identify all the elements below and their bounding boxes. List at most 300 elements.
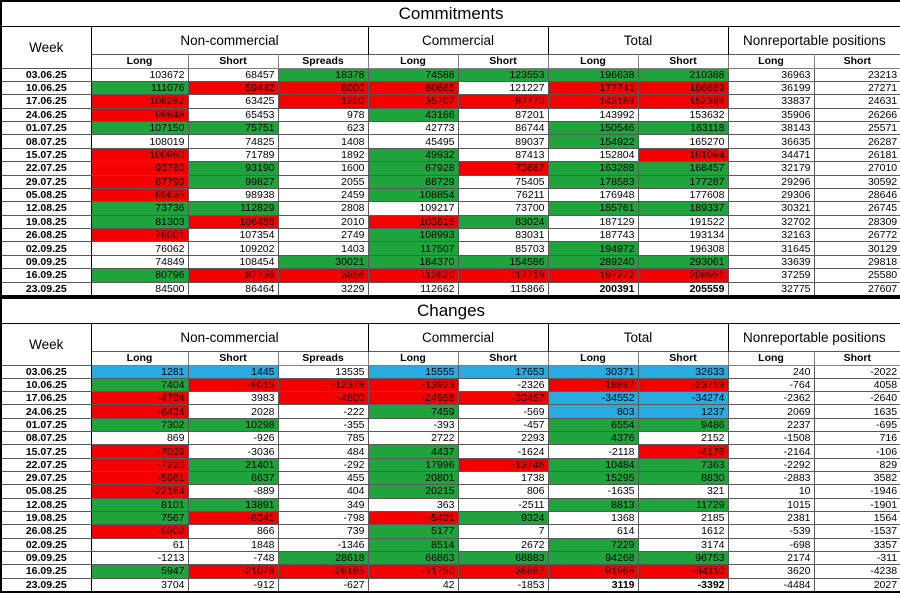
value-cell: 5947: [91, 565, 188, 578]
value-cell: 739: [278, 525, 368, 538]
col-nc-long: Long: [91, 54, 188, 68]
col-nc-short: Short: [188, 54, 278, 68]
value-cell: 93190: [188, 162, 278, 175]
week-cell: 17.06.25: [1, 95, 91, 108]
value-cell: 829: [814, 458, 900, 471]
value-cell: 178583: [548, 175, 638, 188]
value-cell: 9324: [458, 511, 548, 524]
value-cell: -4800: [278, 392, 368, 405]
value-cell: 806: [458, 485, 548, 498]
value-cell: -926: [188, 432, 278, 445]
value-cell: 866: [188, 525, 278, 538]
table-row: [1, 525, 900, 538]
value-cell: -311: [814, 551, 900, 564]
value-cell: -106: [814, 445, 900, 458]
value-cell: 66863: [368, 551, 458, 564]
value-cell: 1015: [728, 498, 814, 511]
table-row: [1, 229, 900, 242]
value-cell: -34274: [638, 392, 728, 405]
value-cell: -457: [458, 418, 548, 431]
group-header-row: [1, 26, 900, 54]
value-cell: -539: [728, 525, 814, 538]
table-row: [1, 215, 900, 228]
value-cell: 32702: [728, 215, 814, 228]
value-cell: 2055: [278, 175, 368, 188]
value-cell: -889: [188, 485, 278, 498]
value-cell: 98938: [188, 188, 278, 201]
week-cell: 23.09.25: [1, 282, 91, 296]
value-cell: 2185: [638, 511, 728, 524]
value-cell: 65453: [188, 108, 278, 121]
value-cell: 10298: [188, 418, 278, 431]
value-cell: 2152: [638, 432, 728, 445]
value-cell: 61: [91, 538, 188, 551]
commitments-body: [1, 68, 900, 296]
value-cell: 785: [278, 432, 368, 445]
value-cell: 89037: [458, 135, 548, 148]
week-cell: 24.06.25: [1, 405, 91, 418]
value-cell: 20801: [368, 472, 458, 485]
value-cell: 115866: [458, 282, 548, 296]
value-cell: 8830: [638, 472, 728, 485]
value-cell: -1213: [91, 551, 188, 564]
value-cell: -2022: [814, 365, 900, 378]
week-header: Week: [1, 26, 91, 68]
value-cell: -24958: [368, 392, 458, 405]
value-cell: 3119: [548, 578, 638, 592]
value-cell: 42773: [368, 122, 458, 135]
week-cell: 22.07.25: [1, 162, 91, 175]
value-cell: 11729: [638, 498, 728, 511]
value-cell: 73700: [458, 202, 548, 215]
table-row: [1, 418, 900, 431]
value-cell: 3983: [188, 392, 278, 405]
value-cell: -5961: [91, 472, 188, 485]
group-non-commercial: Non-commercial: [91, 323, 368, 351]
value-cell: 293061: [638, 255, 728, 268]
value-cell: -748: [188, 551, 278, 564]
table-row: [1, 405, 900, 418]
value-cell: 2808: [278, 202, 368, 215]
value-cell: 7229: [548, 538, 638, 551]
value-cell: 87413: [458, 148, 548, 161]
commitments-title-row: [1, 1, 900, 26]
value-cell: 153632: [638, 108, 728, 121]
value-cell: 73736: [91, 202, 188, 215]
value-cell: 196638: [548, 68, 638, 81]
value-cell: 803: [548, 405, 638, 418]
value-cell: 109217: [368, 202, 458, 215]
group-commercial: Commercial: [368, 323, 548, 351]
value-cell: 30321: [728, 202, 814, 215]
value-cell: 87799: [91, 175, 188, 188]
value-cell: 5177: [368, 525, 458, 538]
value-cell: -18897: [548, 378, 638, 391]
value-cell: -2362: [728, 392, 814, 405]
value-cell: 6000: [278, 81, 368, 94]
table-title: Commitments: [1, 1, 900, 26]
value-cell: 75405: [458, 175, 548, 188]
week-cell: 29.07.25: [1, 472, 91, 485]
value-cell: 3357: [814, 538, 900, 551]
table-row: [1, 538, 900, 551]
week-cell: 24.06.25: [1, 108, 91, 121]
value-cell: 3704: [91, 578, 188, 592]
col-nr-long: Long: [728, 351, 814, 365]
group-nonreportable: Nonreportable positions: [728, 26, 900, 54]
value-cell: 32179: [728, 162, 814, 175]
value-cell: 35906: [728, 108, 814, 121]
col-c-long: Long: [368, 351, 458, 365]
value-cell: 32775: [728, 282, 814, 296]
value-cell: 1200: [278, 95, 368, 108]
col-t-long: Long: [548, 351, 638, 365]
value-cell: 152395: [638, 95, 728, 108]
value-cell: 8813: [548, 498, 638, 511]
changes-table: [0, 297, 900, 593]
col-nc-short: Short: [188, 351, 278, 365]
col-nc-spreads: Spreads: [278, 351, 368, 365]
value-cell: 187743: [548, 229, 638, 242]
value-cell: 123553: [458, 68, 548, 81]
value-cell: -2883: [728, 472, 814, 485]
value-cell: 1281: [91, 365, 188, 378]
week-cell: 22.07.25: [1, 458, 91, 471]
value-cell: -2640: [814, 392, 900, 405]
value-cell: 349: [278, 498, 368, 511]
value-cell: 484: [278, 445, 368, 458]
value-cell: 28646: [814, 188, 900, 201]
value-cell: 15555: [368, 365, 458, 378]
table-row: [1, 282, 900, 296]
value-cell: 7404: [91, 378, 188, 391]
value-cell: 80796: [91, 269, 188, 282]
value-cell: 143992: [548, 108, 638, 121]
value-cell: 3620: [728, 565, 814, 578]
week-cell: 16.09.25: [1, 269, 91, 282]
value-cell: -7039: [91, 445, 188, 458]
value-cell: -1537: [814, 525, 900, 538]
value-cell: 184370: [368, 255, 458, 268]
table-row: [1, 188, 900, 201]
value-cell: 187129: [548, 215, 638, 228]
table-row: [1, 81, 900, 94]
value-cell: -627: [278, 578, 368, 592]
value-cell: -23719: [638, 378, 728, 391]
value-cell: 7459: [368, 405, 458, 418]
value-cell: 200391: [548, 282, 638, 296]
week-cell: 29.07.25: [1, 175, 91, 188]
value-cell: 108454: [188, 255, 278, 268]
value-cell: 35707: [368, 95, 458, 108]
col-t-long: Long: [548, 54, 638, 68]
table-row: [1, 432, 900, 445]
value-cell: 25571: [814, 122, 900, 135]
value-cell: -2292: [728, 458, 814, 471]
value-cell: 623: [278, 122, 368, 135]
value-cell: 38143: [728, 122, 814, 135]
value-cell: -698: [728, 538, 814, 551]
value-cell: 75751: [188, 122, 278, 135]
value-cell: 59442: [188, 81, 278, 94]
value-cell: 23213: [814, 68, 900, 81]
value-cell: 1635: [814, 405, 900, 418]
value-cell: 20215: [368, 485, 458, 498]
value-cell: -3036: [188, 445, 278, 458]
col-nr-short: Short: [814, 54, 900, 68]
value-cell: 33837: [728, 95, 814, 108]
value-cell: 117719: [458, 269, 548, 282]
value-cell: 154586: [458, 255, 548, 268]
value-cell: 74588: [368, 68, 458, 81]
value-cell: 43166: [368, 108, 458, 121]
value-cell: 208951: [638, 269, 728, 282]
value-cell: 186669: [638, 81, 728, 94]
value-cell: 150546: [548, 122, 638, 135]
value-cell: 3856: [278, 269, 368, 282]
value-cell: 177287: [638, 175, 728, 188]
value-cell: 26266: [814, 108, 900, 121]
value-cell: 88729: [368, 175, 458, 188]
value-cell: 32633: [638, 365, 728, 378]
value-cell: 112662: [368, 282, 458, 296]
table-row: [1, 378, 900, 391]
col-nc-long: Long: [91, 351, 188, 365]
value-cell: -1946: [814, 485, 900, 498]
value-cell: 15295: [548, 472, 638, 485]
value-cell: 83031: [458, 229, 548, 242]
value-cell: 84500: [91, 282, 188, 296]
value-cell: 34471: [728, 148, 814, 161]
value-cell: 1600: [278, 162, 368, 175]
value-cell: 86744: [458, 122, 548, 135]
value-cell: 30592: [814, 175, 900, 188]
value-cell: 29296: [728, 175, 814, 188]
value-cell: 8101: [91, 498, 188, 511]
col-nr-long: Long: [728, 54, 814, 68]
value-cell: -71750: [368, 565, 458, 578]
table-row: [1, 445, 900, 458]
value-cell: 36199: [728, 81, 814, 94]
value-cell: 74849: [91, 255, 188, 268]
week-cell: 19.08.25: [1, 215, 91, 228]
group-total: Total: [548, 26, 728, 54]
value-cell: 85703: [458, 242, 548, 255]
week-cell: 10.06.25: [1, 378, 91, 391]
value-cell: 289240: [548, 255, 638, 268]
value-cell: 71789: [188, 148, 278, 161]
group-header-row: [1, 323, 900, 351]
value-cell: 10: [728, 485, 814, 498]
table-row: [1, 202, 900, 215]
value-cell: 152804: [548, 148, 638, 161]
week-cell: 15.07.25: [1, 445, 91, 458]
value-cell: 1237: [638, 405, 728, 418]
value-cell: 32163: [728, 229, 814, 242]
week-cell: 08.07.25: [1, 432, 91, 445]
value-cell: 143189: [548, 95, 638, 108]
value-cell: 36963: [728, 68, 814, 81]
value-cell: -7220: [91, 458, 188, 471]
value-cell: 112620: [368, 269, 458, 282]
value-cell: 1738: [458, 472, 548, 485]
value-cell: 321: [638, 485, 728, 498]
table-title: Changes: [1, 298, 900, 323]
table-row: [1, 578, 900, 592]
value-cell: 26287: [814, 135, 900, 148]
value-cell: -2118: [548, 445, 638, 458]
value-cell: 6554: [548, 418, 638, 431]
value-cell: 2459: [278, 188, 368, 201]
value-cell: 74825: [188, 135, 278, 148]
week-cell: 26.08.25: [1, 525, 91, 538]
value-cell: 27010: [814, 162, 900, 175]
value-cell: -2326: [458, 378, 548, 391]
value-cell: 96753: [638, 551, 728, 564]
value-cell: 168457: [638, 162, 728, 175]
value-cell: 404: [278, 485, 368, 498]
value-cell: 111076: [91, 81, 188, 94]
value-cell: -4176: [638, 445, 728, 458]
value-cell: -1346: [278, 538, 368, 551]
value-cell: 3229: [278, 282, 368, 296]
value-cell: 2749: [278, 229, 368, 242]
value-cell: 107354: [188, 229, 278, 242]
group-nonreportable: Nonreportable positions: [728, 323, 900, 351]
table-row: [1, 68, 900, 81]
value-cell: 37259: [728, 269, 814, 282]
value-cell: 185761: [548, 202, 638, 215]
value-cell: 99827: [188, 175, 278, 188]
value-cell: 7363: [638, 458, 728, 471]
week-cell: 03.06.25: [1, 68, 91, 81]
value-cell: -9015: [188, 378, 278, 391]
week-cell: 12.08.25: [1, 202, 91, 215]
sub-header-row: [1, 351, 900, 365]
value-cell: 3174: [638, 538, 728, 551]
value-cell: 87201: [458, 108, 548, 121]
value-cell: 240: [728, 365, 814, 378]
value-cell: 30371: [548, 365, 638, 378]
value-cell: 28309: [814, 215, 900, 228]
table-row: [1, 148, 900, 161]
value-cell: -12378: [278, 378, 368, 391]
value-cell: 106488: [188, 215, 278, 228]
value-cell: -6434: [91, 405, 188, 418]
value-cell: 176948: [548, 188, 638, 201]
value-cell: -21078: [188, 565, 278, 578]
value-cell: 100980: [91, 148, 188, 161]
value-cell: 4058: [814, 378, 900, 391]
col-t-short: Short: [638, 351, 728, 365]
value-cell: 49932: [368, 148, 458, 161]
value-cell: 2237: [728, 418, 814, 431]
changes-body: [1, 365, 900, 592]
value-cell: 191522: [638, 215, 728, 228]
value-cell: 103816: [368, 215, 458, 228]
value-cell: 42: [368, 578, 458, 592]
value-cell: 93760: [91, 162, 188, 175]
table-row: [1, 392, 900, 405]
col-c-short: Short: [458, 351, 548, 365]
value-cell: 27607: [814, 282, 900, 296]
value-cell: 25580: [814, 269, 900, 282]
table-row: [1, 242, 900, 255]
value-cell: 614: [548, 525, 638, 538]
value-cell: 177608: [638, 188, 728, 201]
value-cell: 3582: [814, 472, 900, 485]
value-cell: 117507: [368, 242, 458, 255]
value-cell: 108854: [368, 188, 458, 201]
value-cell: 363: [368, 498, 458, 511]
value-cell: 27271: [814, 81, 900, 94]
value-cell: 94268: [548, 551, 638, 564]
value-cell: 205559: [638, 282, 728, 296]
week-cell: 19.08.25: [1, 511, 91, 524]
value-cell: 4437: [368, 445, 458, 458]
value-cell: 1368: [548, 511, 638, 524]
value-cell: 2722: [368, 432, 458, 445]
value-cell: 2069: [728, 405, 814, 418]
value-cell: 163118: [638, 122, 728, 135]
value-cell: 107150: [91, 122, 188, 135]
table-row: [1, 365, 900, 378]
value-cell: 103672: [91, 68, 188, 81]
value-cell: 24631: [814, 95, 900, 108]
col-c-short: Short: [458, 54, 548, 68]
week-cell: 16.09.25: [1, 565, 91, 578]
week-cell: 15.07.25: [1, 148, 91, 161]
value-cell: 112829: [188, 202, 278, 215]
value-cell: 81303: [91, 215, 188, 228]
value-cell: 210388: [638, 68, 728, 81]
value-cell: 76211: [458, 188, 548, 201]
value-cell: 108993: [368, 229, 458, 242]
week-cell: 05.08.25: [1, 188, 91, 201]
value-cell: -1901: [814, 498, 900, 511]
value-cell: -4238: [814, 565, 900, 578]
value-cell: 1403: [278, 242, 368, 255]
value-cell: 121227: [458, 81, 548, 94]
week-header: Week: [1, 323, 91, 365]
week-cell: 05.08.25: [1, 485, 91, 498]
value-cell: -3392: [638, 578, 728, 592]
group-total: Total: [548, 323, 728, 351]
value-cell: 30129: [814, 242, 900, 255]
value-cell: -33457: [458, 392, 548, 405]
value-cell: 193134: [638, 229, 728, 242]
value-cell: 36635: [728, 135, 814, 148]
table-row: [1, 122, 900, 135]
value-cell: 161094: [638, 148, 728, 161]
value-cell: 83024: [458, 215, 548, 228]
value-cell: 2027: [814, 578, 900, 592]
table-row: [1, 485, 900, 498]
value-cell: -13923: [368, 378, 458, 391]
value-cell: 177741: [548, 81, 638, 94]
value-cell: 455: [278, 472, 368, 485]
value-cell: 18378: [278, 68, 368, 81]
value-cell: 1612: [638, 525, 728, 538]
value-cell: 6637: [188, 472, 278, 485]
value-cell: -1624: [458, 445, 548, 458]
value-cell: 7302: [91, 418, 188, 431]
value-cell: 716: [814, 432, 900, 445]
value-cell: 2010: [278, 215, 368, 228]
value-cell: 2028: [188, 405, 278, 418]
value-cell: 86464: [188, 282, 278, 296]
value-cell: 29306: [728, 188, 814, 201]
